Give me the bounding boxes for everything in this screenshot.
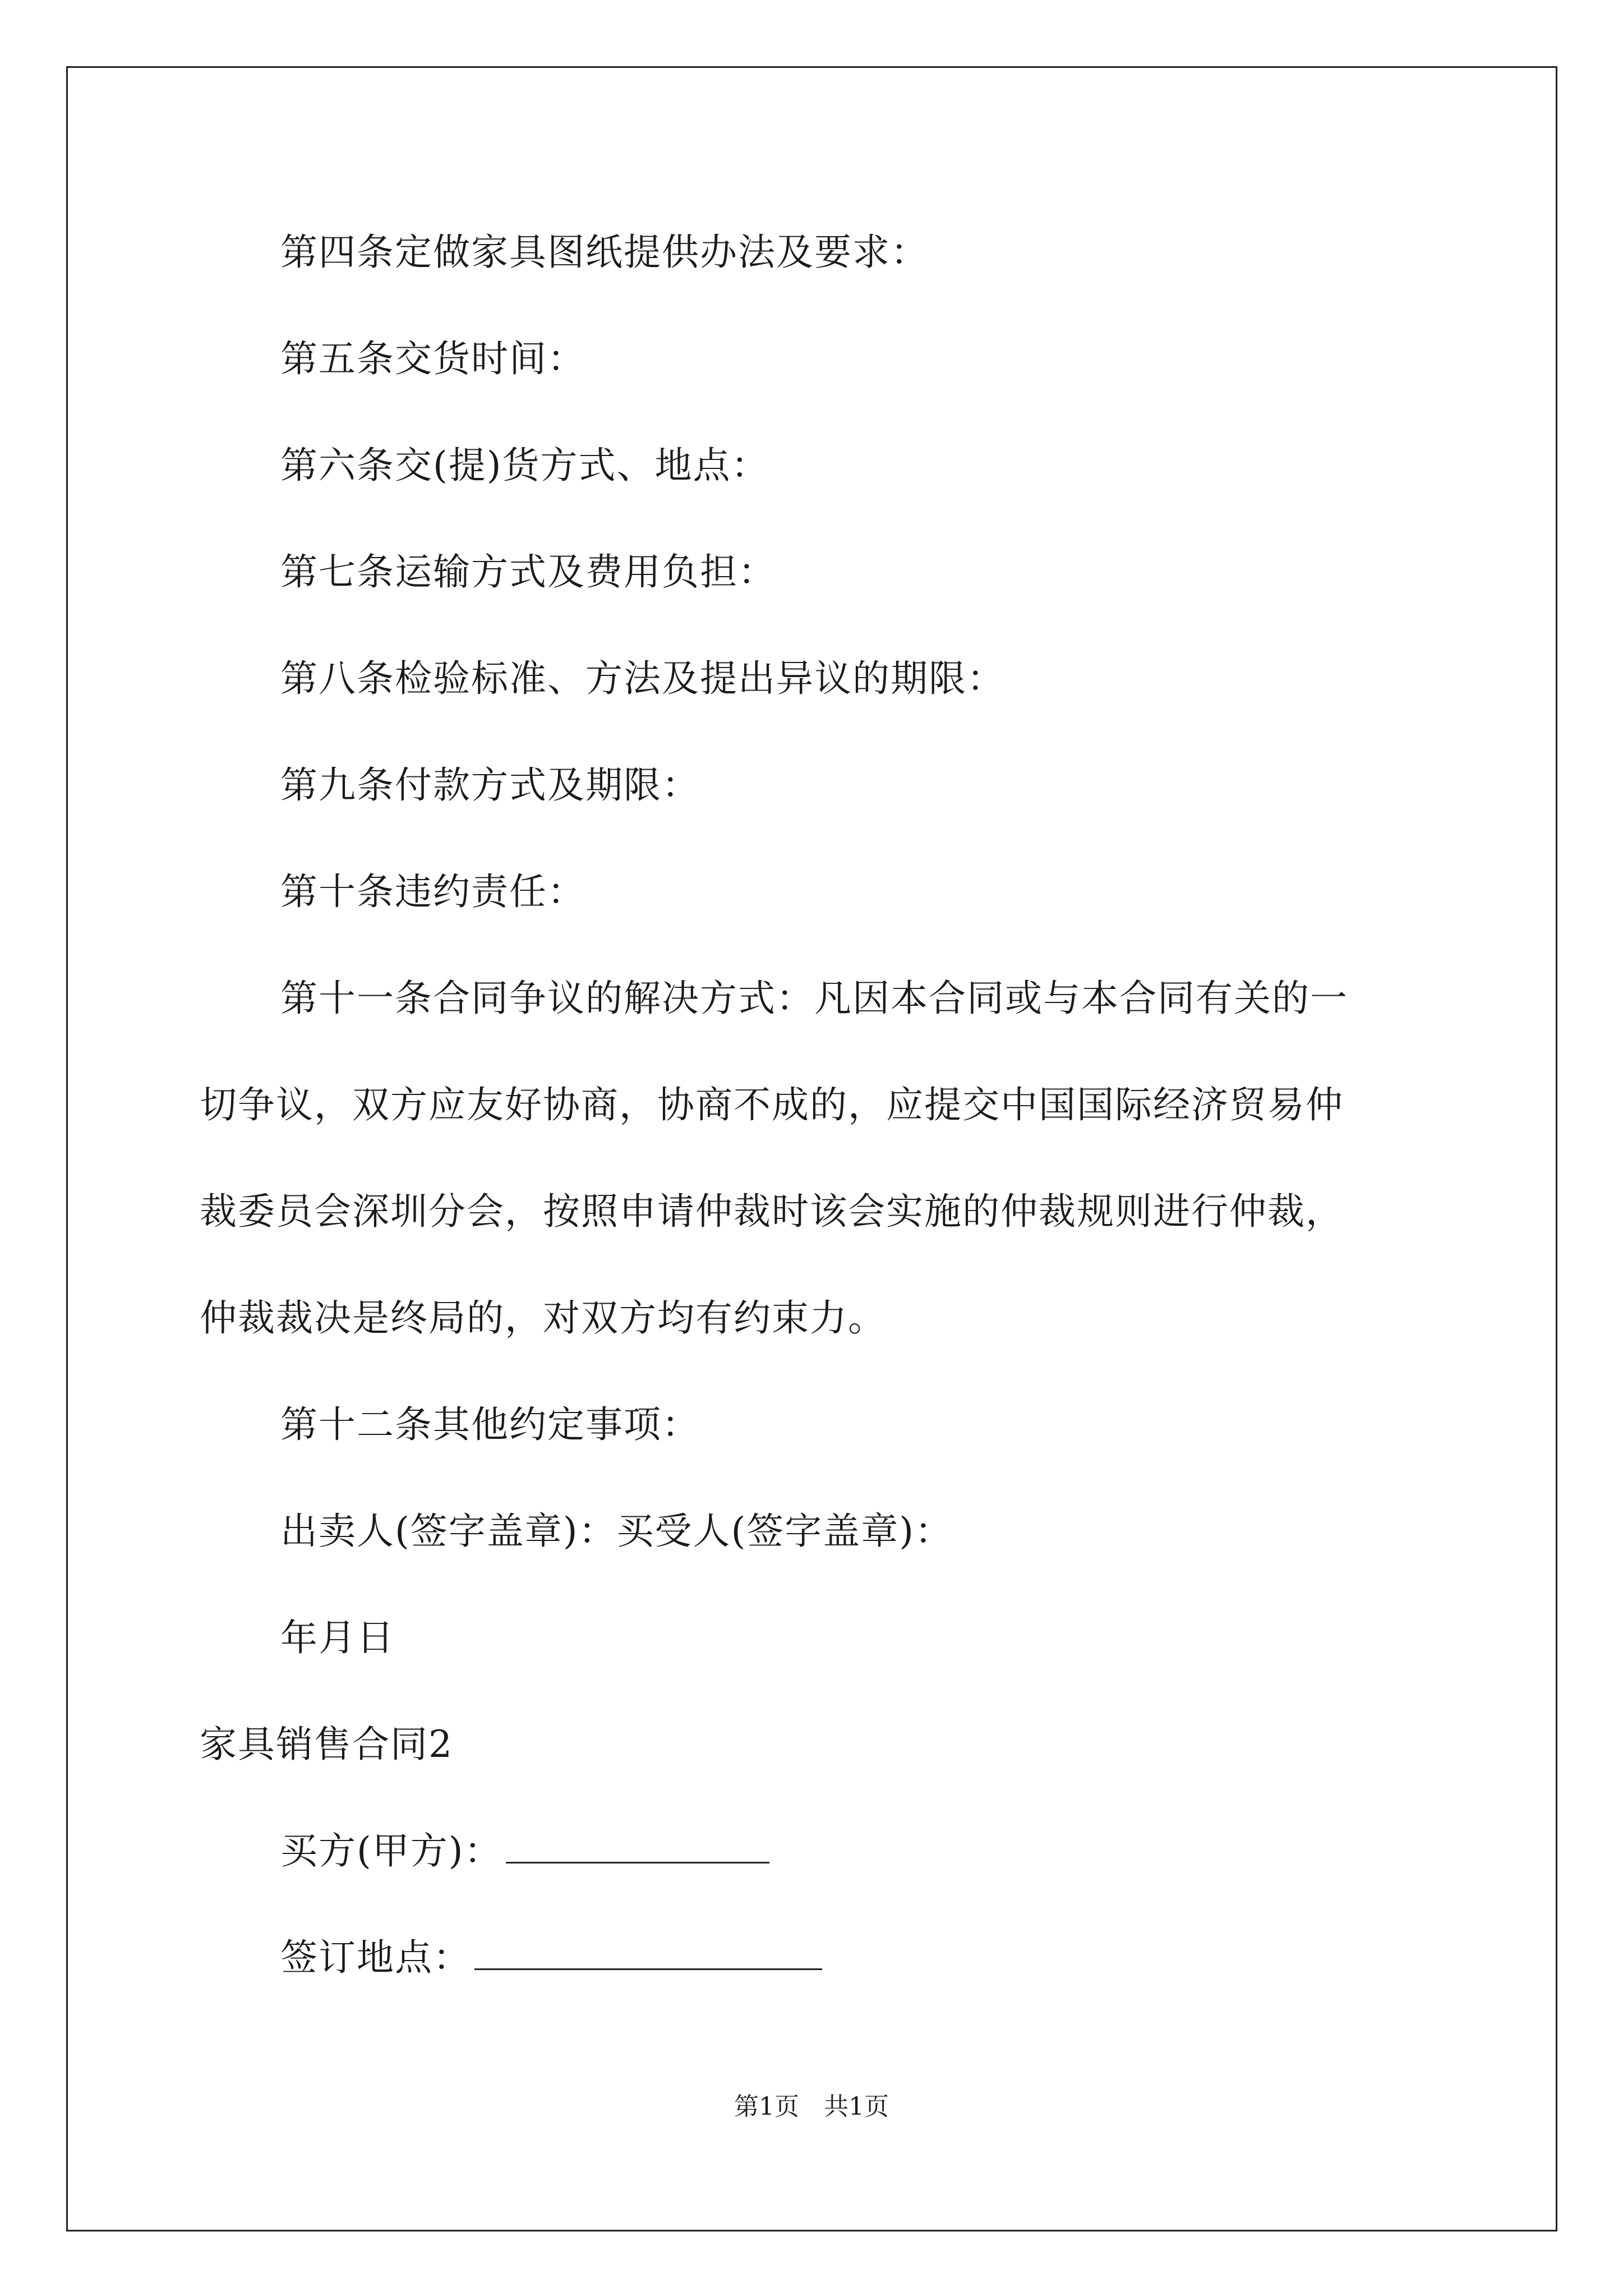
buyer-field [280,1829,769,1874]
signature-line: 出卖人(签字盖章)：买受人(签字盖章)： [280,1510,953,1553]
date-line: 年月日 [280,1616,395,1659]
clause-4: 第四条定做家具图纸提供办法及要求： [280,231,929,274]
signing-place-label: 签订地点： [280,1936,471,1979]
buyer-blank-line [506,1829,769,1864]
clause-7: 第七条运输方式及费用负担： [280,550,776,593]
page-border [66,66,1557,2231]
clause-12: 第十二条其他约定事项： [280,1403,700,1446]
clause-10: 第十条违约责任： [280,870,585,913]
clause-8: 第八条检验标准、方法及提出异议的期限： [280,657,1005,700]
page-footer: 第1页 共1页 [734,2092,889,2121]
second-contract-title: 家具销售合同2 [200,1723,453,1766]
buyer-label: 买方(甲方)： [280,1829,502,1872]
clause-11-line-4: 仲裁裁决是终局的，对双方均有约束力。 [200,1296,886,1340]
clause-11-line-1: 第十一条合同争议的解决方式：凡因本合同或与本合同有关的一 [280,977,1348,1020]
clause-11-line-2: 切争议，双方应友好协商，协商不成的，应提交中国国际经济贸易仲 [200,1083,1344,1126]
clause-5: 第五条交货时间： [280,337,585,380]
clause-11-line-3: 裁委员会深圳分会，按照申请仲裁时该会实施的仲裁规则进行仲裁， [200,1190,1344,1233]
clause-6: 第六条交(提)货方式、地点： [280,444,769,487]
clause-9: 第九条付款方式及期限： [280,763,700,807]
signing-place-blank-line [474,1936,822,1970]
signing-place-field [280,1935,822,1980]
